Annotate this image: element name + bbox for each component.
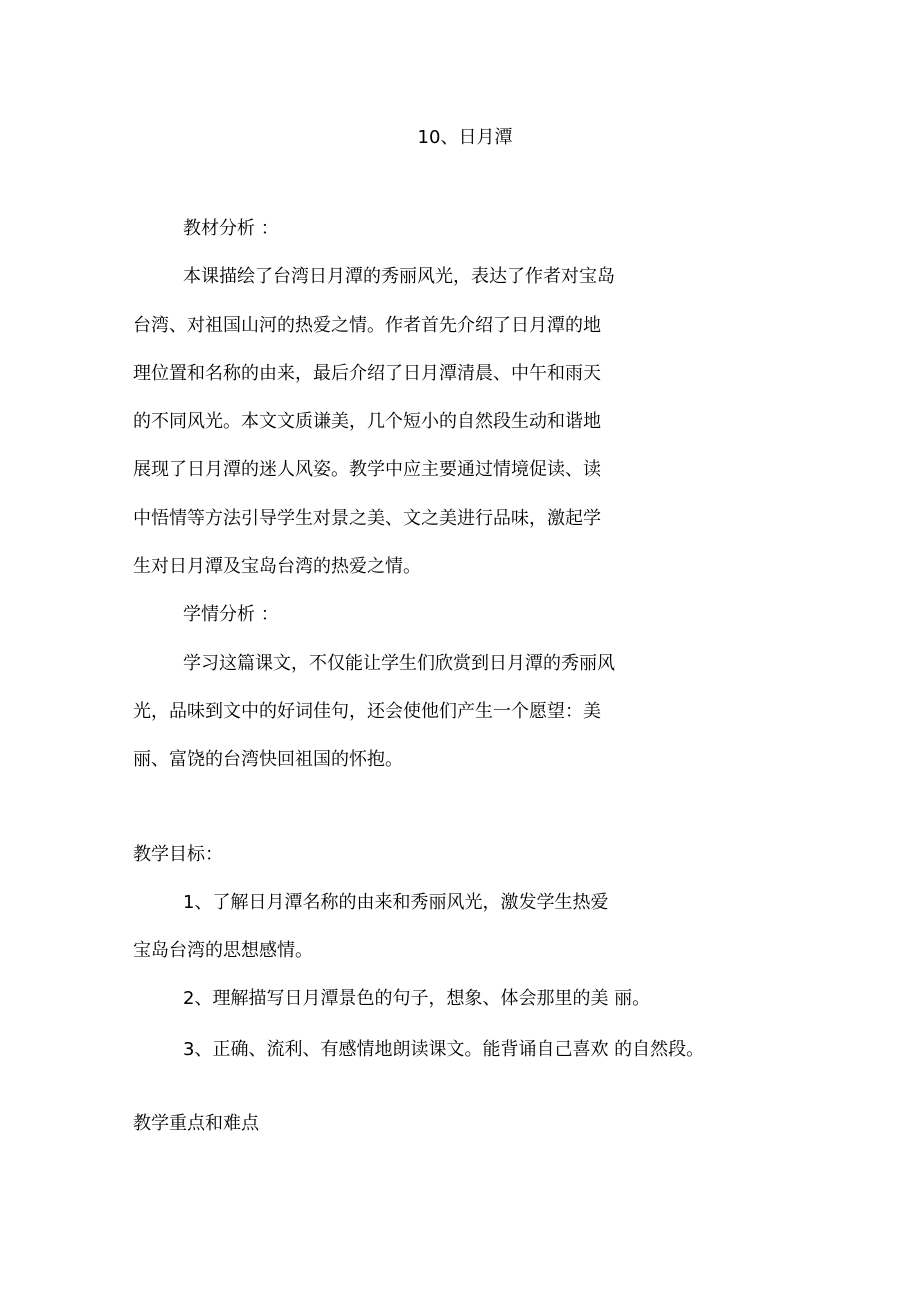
heading-teaching-goals: 教学目标： bbox=[133, 844, 223, 865]
material-line-5: 展现了日月潭的迷人风姿。教学中应主要通过情境促读、读 bbox=[133, 459, 601, 480]
material-line-4: 的不同风光。本文文质谦美，几个短小的自然段生动和谐地 bbox=[133, 411, 601, 432]
material-line-6: 中悟情等方法引导学生对景之美、文之美进行品味，激起学 bbox=[133, 508, 601, 529]
goal-line-4: 3、正确、流利、有感情地朗读课文。能背诵自己喜欢 的自然段。 bbox=[183, 1039, 705, 1060]
students-line-3: 丽、富饶的台湾快回祖国的怀抱。 bbox=[133, 749, 403, 770]
heading-material-analysis: 教材分析 ： bbox=[183, 218, 279, 239]
material-line-3: 理位置和名称的由来，最后介绍了日月潭清晨、中午和雨天 bbox=[133, 363, 601, 384]
students-line-1: 学习这篇课文，不仅能让学生们欣赏到日月潭的秀丽风 bbox=[183, 653, 615, 674]
material-line-1: 本课描绘了台湾日月潭的秀丽风光，表达了作者对宝岛 bbox=[183, 266, 615, 287]
document-title: 10、日月潭 bbox=[417, 127, 513, 148]
heading-key-points: 教学重点和难点 bbox=[133, 1113, 259, 1134]
heading-student-analysis: 学情分析 ： bbox=[183, 604, 279, 625]
material-line-7: 生对日月潭及宝岛台湾的热爱之情。 bbox=[133, 556, 421, 577]
goal-line-2: 宝岛台湾的思想感情。 bbox=[133, 940, 313, 961]
goal-line-1: 1、了解日月潭名称的由来和秀丽风光，激发学生热爱 bbox=[183, 892, 609, 913]
material-line-2: 台湾、对祖国山河的热爱之情。作者首先介绍了日月潭的地 bbox=[133, 315, 601, 336]
students-line-2: 光，品味到文中的好词佳句，还会使他们产生一个愿望：美 bbox=[133, 701, 601, 722]
goal-line-3: 2、理解描写日月潭景色的句子，想象、体会那里的美 丽。 bbox=[183, 988, 651, 1009]
